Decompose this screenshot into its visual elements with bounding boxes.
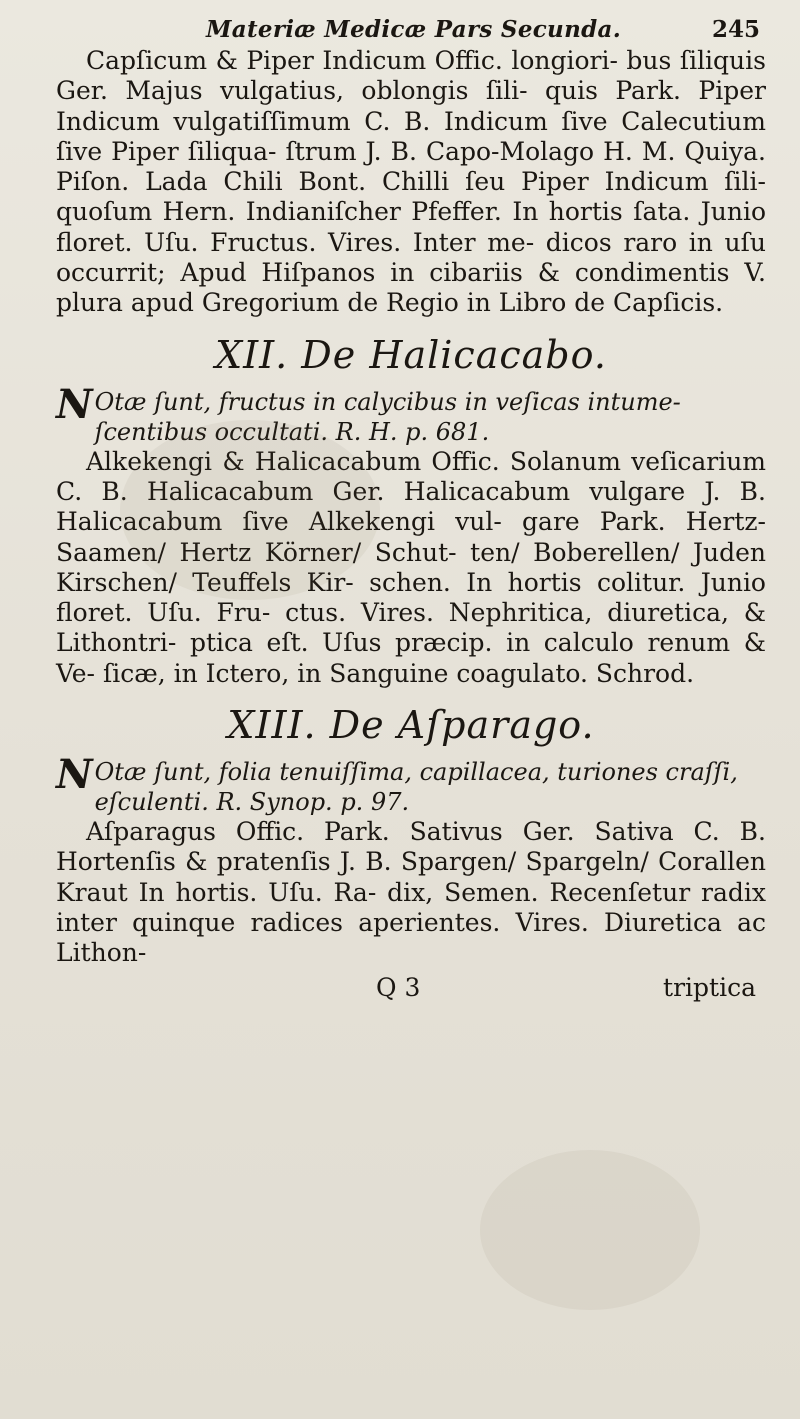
drop-cap: N — [56, 380, 93, 428]
note-asparago — [56, 751, 766, 817]
paper-stain — [480, 1150, 700, 1310]
section-heading-asparago: XIII. De Aſparago. — [227, 703, 595, 748]
section-heading-halicacabo: XII. De Halicacabo. — [215, 332, 607, 377]
note-text: Otæ ſunt, fructus in calycibus in veſicas intume- ſcentibus occultati. R. H. p. 681. — [94, 387, 681, 446]
signature-mark: Q 3 — [376, 972, 421, 1002]
paragraph-alkekengi: Alkekengi & Halicacabum Offic. Solanum veſicarium C. B. Halicacabum Ger. Halicacabum vulgare J. B. Halicacabum ſive Alkekengi vul- gare Park. Hertz-Saamen/ Hertz Körner/ Schut- ten/ Boberellen/ Juden Kirschen/ Teuffels Kir- schen. In hortis colitur. Junio floret. Uſu. Fru- ctus. Vires. Nephritica, diuretica, & Lithontri- ptica eſt. Uſus præcip. in calculo renum & Ve- ſicæ, in Ictero, in Sanguine coagulato. Schrod. — [56, 446, 766, 688]
catchword: triptica — [663, 972, 756, 1002]
note-text: Otæ ſunt, folia tenuiſſima, capillacea, turiones craſſi, eſculenti. R. Synop. p. 97. — [94, 758, 738, 817]
paper-stain — [120, 420, 380, 600]
drop-cap: N — [56, 751, 93, 799]
paragraph-asparagus: Aſparagus Offic. Park. Sativus Ger. Sativa C. B. Hortenſis & pratenſis J. B. Spargen/ Spargeln/ Corallen Kraut In hortis. Uſu. Ra- dix, Semen. Recenſetur radix inter quinque radices aperientes. Vires. Diuretica ac Lithon- — [56, 817, 766, 968]
page-footer — [56, 973, 766, 1002]
note-halicacabo — [56, 380, 766, 447]
paragraph-capsicum: Capſicum & Piper Indicum Offic. longiori- bus ſiliquis Ger. Majus vulgatius, oblongis ſili- quis Park. Piper Indicum vulgatiſſimum C. B. Indicum ſive Calecutium ſive Piper ſiliqua- ſtrum J. B. Capo-Molago H. M. Quiya. Piſon. Lada Chili Bont. Chilli ſeu Piper Indicum ſili- quoſum Hern. Indianiſcher Pfeffer. In hortis ſata. Junio floret. Uſu. Fructus. Vires. Inter me- dicos raro in uſu occurrit; Apud Hiſpanos in cibariis & condimentis V. plura apud Gregorium de Regio in Libro de Capſicis. — [56, 46, 766, 318]
running-title: Materiæ Medicæ Pars Secunda. — [206, 16, 621, 43]
page-header — [56, 16, 766, 46]
page-number: 245 — [711, 16, 760, 43]
